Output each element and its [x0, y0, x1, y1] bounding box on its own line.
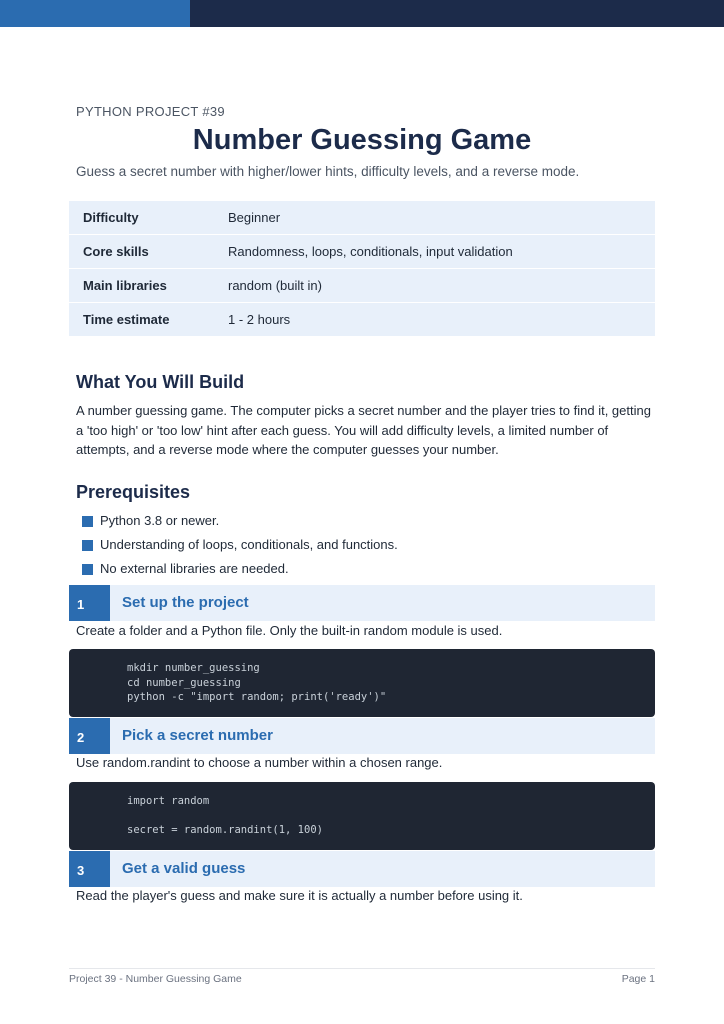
table-row — [69, 303, 655, 337]
prerequisites-list — [82, 511, 398, 583]
list-item — [82, 511, 398, 535]
step-2-description: Use random.randint to choose a number within a chosen range. — [76, 755, 443, 770]
table-row — [69, 201, 655, 235]
footer-divider — [69, 968, 655, 969]
bullet-square-icon — [82, 564, 93, 575]
build-description: A number guessing game. The computer picks a secret number and the player tries to find it, getting a 'too high' or 'too low' hint after each guess. You will add difficulty levels, a limited number of attempts, and a reverse mode where the computer guesses your number. — [76, 403, 651, 457]
list-item — [82, 559, 398, 583]
info-value: Randomness, loops, conditionals, input validation — [228, 235, 655, 269]
step-1-code-block — [69, 649, 655, 717]
page-title: Number Guessing Game — [192, 124, 532, 156]
step-2-code-block — [69, 782, 655, 850]
info-value: 1 - 2 hours — [228, 303, 655, 337]
info-value: random (built in) — [228, 269, 655, 303]
step-3-header — [69, 851, 655, 887]
bullet-square-icon — [82, 540, 93, 551]
step-title: Get a valid guess — [122, 860, 246, 877]
step-2-header — [69, 718, 655, 754]
step-title: Set up the project — [122, 594, 249, 611]
info-key: Core skills — [69, 235, 228, 269]
section-heading-prerequisites: Prerequisites — [76, 482, 191, 502]
bullet-square-icon — [82, 516, 93, 527]
step-title: Pick a secret number — [122, 727, 273, 744]
list-item — [82, 535, 398, 559]
list-item-text: No external libraries are needed. — [100, 561, 289, 576]
footer-page-number: Page 1 — [621, 973, 655, 985]
top-banner-accent — [0, 0, 190, 27]
page-subtitle: Guess a secret number with higher/lower hints, difficulty levels, and a reverse mode. — [76, 164, 580, 179]
step-1-header — [69, 585, 655, 621]
info-key: Main libraries — [69, 269, 228, 303]
info-key: Time estimate — [69, 303, 228, 337]
project-kicker: PYTHON PROJECT #39 — [76, 104, 225, 119]
code-text: mkdir number_guessing cd number_guessing python -c "import random; print('ready')" — [127, 662, 387, 704]
info-value: Beginner — [228, 201, 655, 235]
section-heading-build: What You Will Build — [76, 372, 245, 392]
footer-project-label: Project 39 - Number Guessing Game — [69, 973, 242, 985]
table-row — [69, 269, 655, 303]
project-info-table — [69, 201, 655, 337]
step-number-badge: 2 — [69, 718, 110, 754]
table-row — [69, 235, 655, 269]
step-1-description: Create a folder and a Python file. Only the built-in random module is used. — [76, 623, 503, 638]
list-item-text: Understanding of loops, conditionals, and functions. — [100, 537, 398, 552]
info-key: Difficulty — [69, 201, 228, 235]
code-text: import random secret = random.randint(1, 100) — [127, 795, 323, 837]
step-number-badge: 1 — [69, 585, 110, 621]
step-number-badge: 3 — [69, 851, 110, 887]
list-item-text: Python 3.8 or newer. — [100, 513, 220, 528]
step-3-description: Read the player's guess and make sure it is actually a number before using it. — [76, 888, 523, 903]
